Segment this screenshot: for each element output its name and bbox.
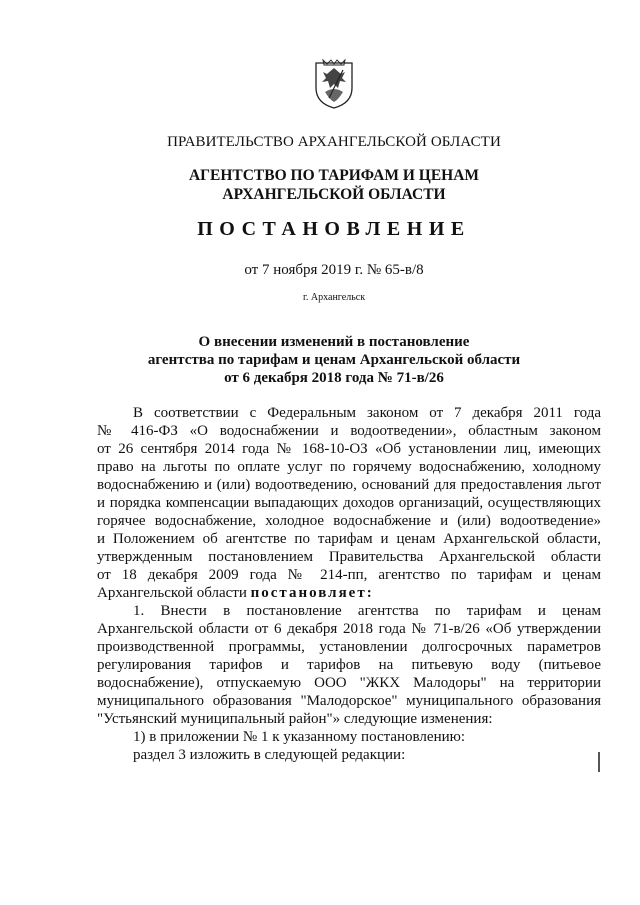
body-line: право на льготы по оплате услуг по горячему водоснабжению, холодному <box>97 459 601 475</box>
body-line: горячее водоснабжение, холодное водоснабжение и (или) водоотведение» <box>97 513 601 529</box>
body-line: "Устьянский муниципальный район"» следующие изменения: <box>97 711 493 727</box>
body-line: утвержденным постановлением Правительства Архангельской области <box>97 549 601 565</box>
body-line: и порядка компенсации выпадающих доходов организаций, осуществляющих <box>97 495 601 511</box>
document-city: г. Архангельск <box>302 292 366 303</box>
body-line: 1. Внести в постановление агентства по тарифам и ценам <box>133 603 601 619</box>
coat-of-arms-emblem <box>313 58 355 110</box>
body-line: № 416-ФЗ «О водоснабжении и водоотведении», областным законом <box>97 423 601 439</box>
government-name: ПРАВИТЕЛЬСТВО АРХАНГЕЛЬСКОЙ ОБЛАСТИ <box>167 134 501 150</box>
margin-mark <box>598 752 600 772</box>
subject-line-2: агентства по тарифам и ценам Архангельской области <box>147 352 521 368</box>
body-line <box>97 584 601 602</box>
resolves-keyword: постановляет: <box>250 585 374 601</box>
document-date-number: от 7 ноября 2019 г. № 65-в/8 <box>244 262 424 278</box>
document-subject <box>0 333 640 387</box>
body-line: водоснабжению и (или) водоотведению, оснований для предоставления льгот <box>97 477 601 493</box>
body-line: Архангельской области от 6 декабря 2018 года № 71-в/26 «Об утверждении <box>97 621 601 637</box>
body-line: муниципального образования "Малодорское" муниципального образования <box>97 693 601 709</box>
body-line: В соответствии с Федеральным законом от 7 декабря 2011 года <box>133 405 601 421</box>
agency-name-line-1: АГЕНТСТВО ПО ТАРИФАМ И ЦЕНАМ <box>188 167 480 184</box>
body-line: и Положением об агентстве по тарифам и ценам Архангельской области, <box>97 531 601 547</box>
agency-name-line-2: АРХАНГЕЛЬСКОЙ ОБЛАСТИ <box>222 186 446 203</box>
body-line: от 18 декабря 2009 года № 214-пп, агентство по тарифам и ценам <box>97 567 601 583</box>
body-line: регулирования тарифов и тарифов на питьевую воду (питьевое <box>97 657 601 673</box>
body-line-text: Архангельской области <box>97 585 247 601</box>
body-line: раздел 3 изложить в следующей редакции: <box>133 747 406 763</box>
agency-name <box>0 166 640 204</box>
body-line: от 26 сентября 2014 года № 168-10-ОЗ «Об установлении лиц, имеющих <box>97 441 601 457</box>
body-line: 1) в приложении № 1 к указанному постановлению: <box>133 729 465 745</box>
subject-line-1: О внесении изменений в постановление <box>198 334 470 350</box>
body-line: водоснабжение), отпускаемую ООО "ЖКХ Малодоры" на территории <box>97 675 601 691</box>
body-line: производственной программы, установлении долгосрочных параметров <box>97 639 601 655</box>
subject-line-3: от 6 декабря 2018 года № 71-в/26 <box>224 370 444 386</box>
document-type: ПОСТАНОВЛЕНИЕ <box>197 218 471 240</box>
